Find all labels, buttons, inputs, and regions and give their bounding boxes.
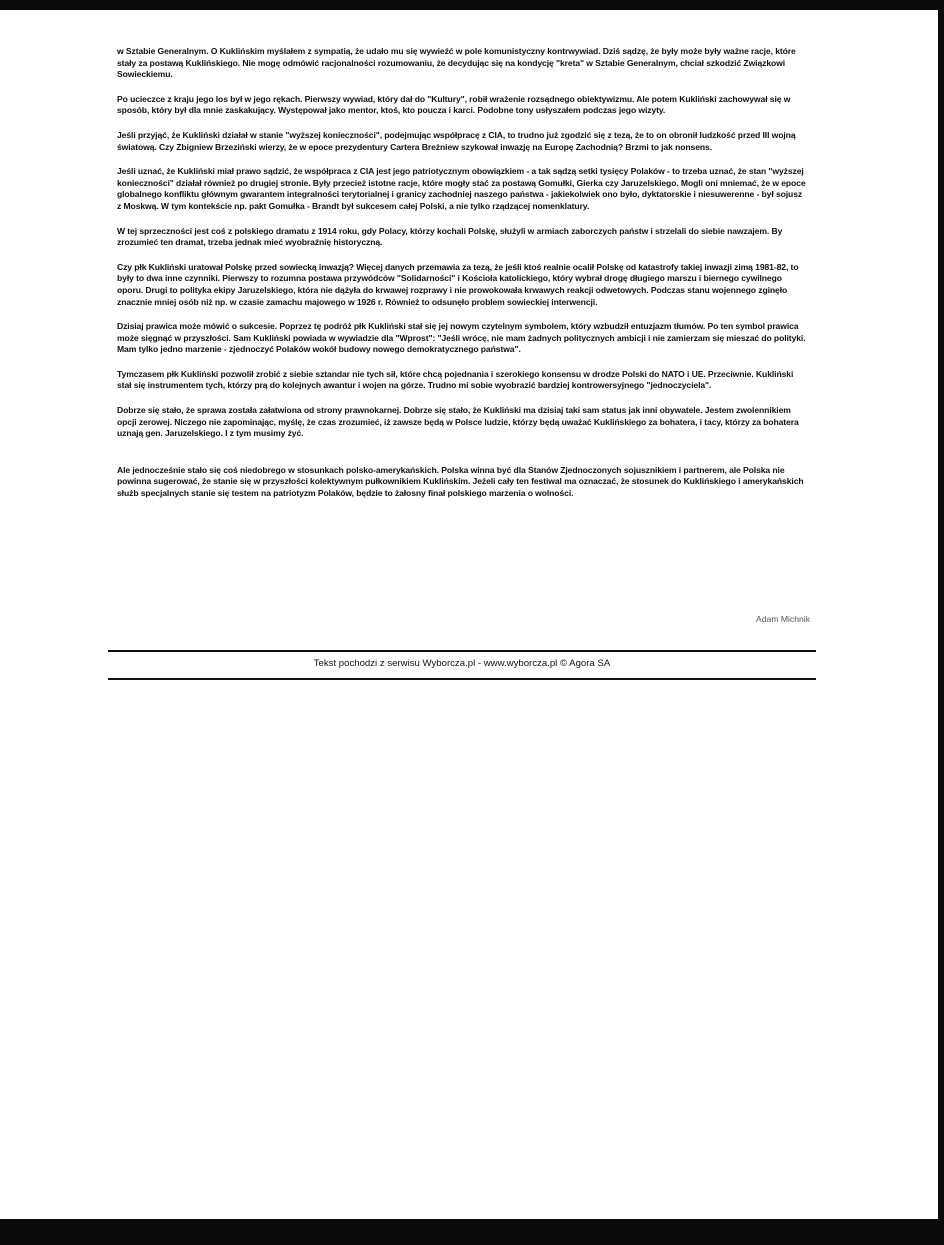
footer-divider-bottom <box>108 678 816 680</box>
article-paragraph-1: w Sztabie Generalnym. O Kuklińskim myślałem z sympatią, że udało mu się wywieźć w pole komunistyczny kontrwywiad. Dziś sądzę, że były może były ważne racje, które stały za postawą Kuklińskiego. Nie mogę odmówić racjonalności rozumowaniu, że decydując się na kondycję "kreta" w Sztabie Generalnym, chciał szkodzić Związkowi Sowieckiemu. <box>117 46 796 80</box>
article-body <box>117 46 807 513</box>
article-paragraph-3: Jeśli przyjąć, że Kukliński działał w stanie "wyższej konieczności", podejmując współpracę z CIA, to trudno już zgodzić się z tezą, że to on obronił ludzkość przed III wojną światową. Czy Zbigniew Brzeziński wierzy, że w epoce prezydentury Cartera Breżniew szykował inwazję na Europę Zachodnią? Brzmi to jak nonsens. <box>117 129 796 152</box>
scan-edge-bottom <box>0 1219 944 1245</box>
article-paragraph-5: W tej sprzeczności jest coś z polskiego dramatu z 1914 roku, gdy Polacy, którzy kochali Polskę, służyli w armiach zaborczych państw i strzelali do siebie nawzajem. By zrozumieć ten dramat, trzeba jednak mieć wyobraźnię historyczną. <box>117 225 783 248</box>
article-paragraph-7: Dzisiaj prawica może mówić o sukcesie. Poprzez tę podróż płk Kukliński stał się jej nowym czytelnym symbolem, który wzbudził entuzjazm tłumów. Po ten symbol prawica może sięgnąć w przyszłości. Sam Kukliński powiada w wywiadzie dla "Wprost": "Jeśli wrócę, nie mam żadnych politycznych ambicji i nie zamierzam się mieszać do polityki. Mam tylko jedno marzenie - zjednoczyć Polaków wokół budowy nowego demokratycznego państwa". <box>117 321 806 355</box>
article-paragraph-2: Po ucieczce z kraju jego los był w jego rękach. Pierwszy wywiad, który dał do "Kultury", robił wrażenie rozsądnego obiektywizmu. Ale potem Kukliński zachowywał się w sposób, który był dla mnie zaskakujący. Występował jako mentor, ktoś, kto poucza i karci. Podobne tony usłyszałem podczas jego wizyty. <box>117 93 791 116</box>
article-paragraph-6: Czy płk Kukliński uratował Polskę przed sowiecką inwazją? Więcej danych przemawia za tezą, że jeśli ktoś realnie ocalił Polskę od katastrofy takiej inwazji zimą 1981-82, to były to dwa inne czynniki. Pierwszy to rozumna postawa przywódców "Solidarności" i Kościoła katolickiego, który wybrał drogę długiego marszu i biernego cywilnego oporu. Drugi to polityka ekipy Jaruzelskiego, która nie dążyła do krwawej rozprawy i nie prowokowała krwawych reakcji odwetowych. Podczas stanu wojennego zginęło znacznie mniej osób niż np. w czasie zamachu majowego w 1926 r. Również to odsunęło problem sowieckiej interwencji. <box>117 261 799 307</box>
article-paragraph-8: Tymczasem płk Kukliński pozwolił zrobić z siebie sztandar nie tych sił, które chcą pojednania i szerokiego konsensu w drodze Polski do NATO i UE. Przeciwnie. Kukliński stał się instrumentem tych, którzy prą do kolejnych awantur i wojen na górze. Trudno mi sobie wyobrazić bardziej kontrowersyjnego "jednoczyciela". <box>117 368 794 391</box>
scan-edge-top <box>0 0 944 10</box>
article-paragraph-9: Dobrze się stało, że sprawa została załatwiona od strony prawnokarnej. Dobrze się stało, że Kukliński ma dzisiaj taki sam status jak inni obywatele. Jestem zwolennikiem opcji zerowej. Niczego nie zapominając, myślę, że czas zrozumieć, iż zawsze będą w Polsce ludzie, którzy będą uważać Kuklińskiego za bohatera, i tacy, którzy za bohatera uznają gen. Jaruzelskiego. I z tym musimy żyć. <box>117 405 799 439</box>
article-paragraph-10: Ale jednocześnie stało się coś niedobrego w stosunkach polsko-amerykańskich. Polska winna być dla Stanów Zjednoczonych sojusznikiem i partnerem, ale Polska nie powinna sugerować, że stanie się w przyszłości kolektywnym pułkownikiem Kuklińskim. Jeżeli cały ten festiwal ma oznaczać, że stosunek do Kuklińskiego i amerykańskich służb specjalnych stanie się testem na patriotyzm Polaków, będzie to żałosny finał polskiego marzenia o wolności. <box>117 464 804 499</box>
article-paragraph-4: Jeśli uznać, że Kukliński miał prawo sądzić, że współpraca z CIA jest jego patriotycznym obowiązkiem - a tak sądzą setki tysięcy Polaków - to trzeba uznać, że stan "wyższej konieczności" działał również po drugiej stronie. Były przecież istotne racje, które mogły stać za postawą Gomułki, Gierka czy Jaruzelskiego. Mogli oni mniemać, że w epoce globalnego konfliktu głównym gwarantem integralności terytorialnej i granicy zachodniej naszego państwa - jakiekolwiek ono było, dyktatorskie i niesuwerenne - był sojusz z Moskwą. W tym kontekście np. pakt Gomułka - Brandt był sukcesem całej Polski, a nie tylko rządzącej nomenklatury. <box>117 166 806 211</box>
scan-edge-right <box>938 0 944 1245</box>
footer-divider-top <box>108 650 816 652</box>
author-signature: Adam Michnik <box>756 614 810 624</box>
source-credit: Tekst pochodzi z serwisu Wyborcza.pl - www.wyborcza.pl © Agora SA <box>313 658 611 669</box>
